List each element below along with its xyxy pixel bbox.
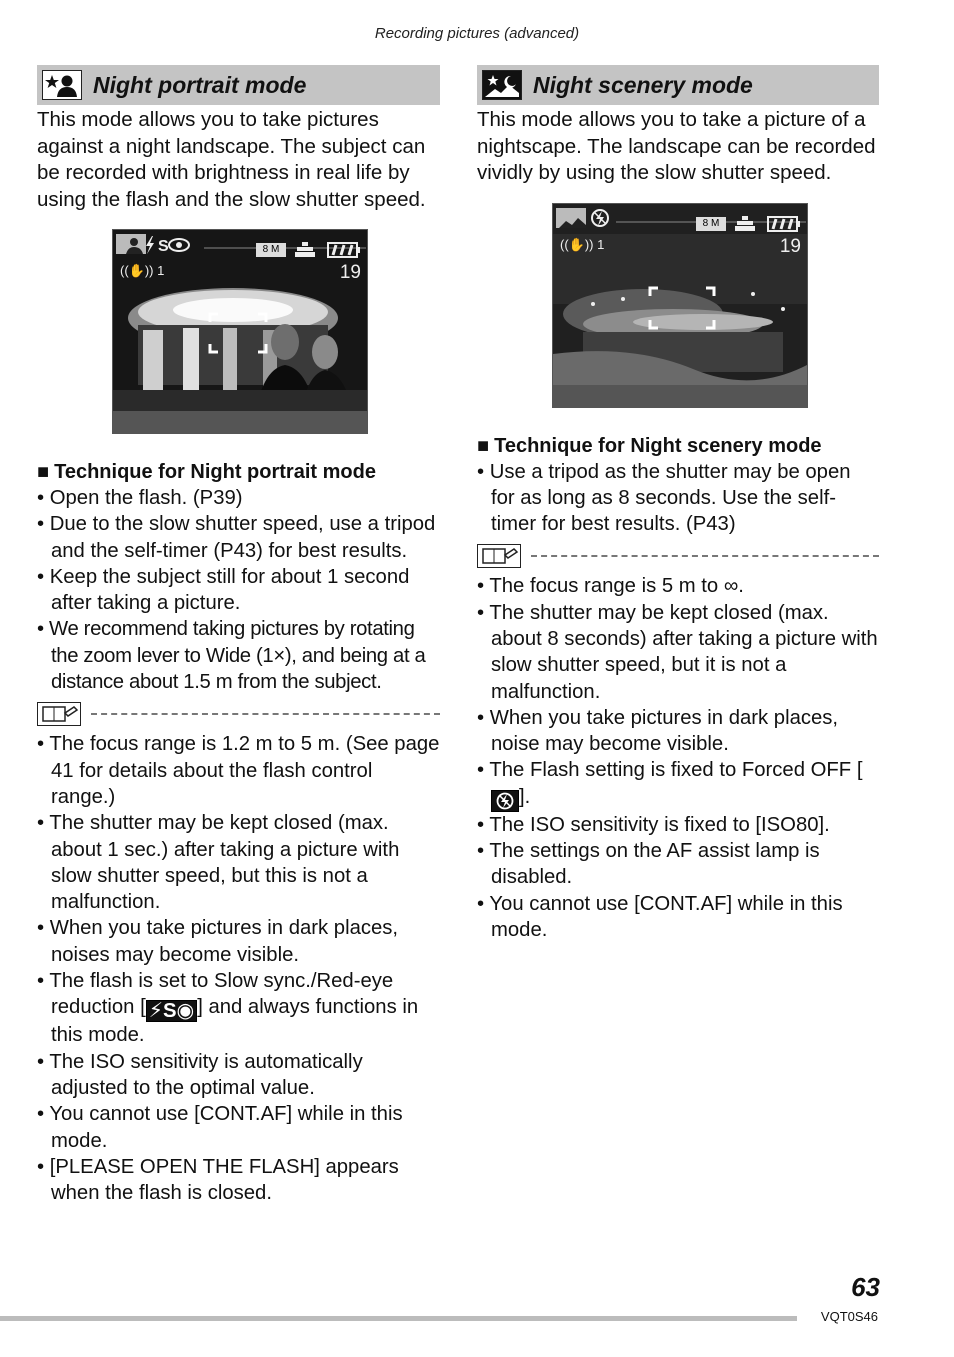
stabilizer-mode: 1 (157, 263, 165, 278)
slow-sync-red-eye-icon: ⚡S◉ (146, 1000, 197, 1022)
hand-shake-icon: ((✋)) (120, 263, 154, 278)
square-bullet-icon: ■ (37, 461, 50, 483)
section-title: Night portrait mode (93, 72, 307, 98)
list-item (37, 968, 440, 1049)
footer-rule (0, 1316, 797, 1321)
stabilizer-indicator (560, 237, 604, 253)
quality-icon (295, 242, 315, 257)
frame-count: 19 (779, 235, 801, 257)
frame-count: 19 (339, 262, 361, 283)
technique-list (477, 459, 879, 538)
list-item: • The shutter may be kept closed (max. about 8 seconds) after taking a picture with slow shutter speed, but it is not a malfunction. (477, 601, 878, 703)
resolution-badge: 8 M (696, 217, 726, 231)
list-item: • The focus range is 5 m to ∞. (477, 575, 744, 598)
night-scenery-header (477, 65, 879, 105)
list-item: • The focus range is 1.2 m to 5 m. (See page 41 for details about the flash control range.) (37, 733, 440, 808)
af-frame (648, 286, 716, 335)
night-scenery-section (477, 65, 879, 943)
technique-heading (477, 433, 879, 459)
running-head: Recording pictures (advanced) (374, 25, 580, 42)
list-item: • The ISO sensitivity is automatically adjusted to the optimal value. (37, 1050, 363, 1099)
osd-bottom-bar (113, 411, 367, 433)
list-item: • Use a tripod as the shutter may be open for as long as 8 seconds. Use the self-timer for best results. (P43) (477, 460, 851, 536)
list-item: • You cannot use [CONT.AF] while in this mode. (477, 892, 843, 941)
technique-heading-text: Technique for Night portrait mode (54, 461, 376, 483)
note-icon (477, 544, 521, 568)
flash-note-before: • The flash is set to Slow sync./Red-eye reduction [ (37, 970, 394, 1019)
document-code: VQT0S46 (820, 1309, 878, 1324)
flash-off-icon (491, 790, 519, 812)
osd-bottom-bar (553, 385, 807, 407)
list-item: • When you take pictures in dark places, noises may become visible. (37, 917, 399, 966)
note-divider (477, 544, 879, 570)
note-icon (37, 702, 81, 726)
list-item: • When you take pictures in dark places, noise may become visible. (477, 706, 839, 756)
list-item: • Open the flash. (P39) (37, 487, 243, 509)
af-frame (208, 312, 268, 359)
flash-note-after: ] and always functions in this mode. (51, 996, 419, 1047)
flash-off-note-after: ]. (519, 785, 531, 808)
slow-sync-letter: S (162, 1000, 177, 1023)
night-portrait-section (37, 65, 440, 1206)
night-portrait-icon (42, 70, 82, 100)
list-item (477, 757, 879, 811)
night-scenery-icon (482, 70, 522, 100)
stabilizer-indicator (120, 263, 164, 279)
dashed-rule (531, 555, 879, 557)
list-item: • The settings on the AF assist lamp is disabled. (477, 840, 820, 889)
square-bullet-icon: ■ (477, 434, 490, 457)
list-item: • Keep the subject still for about 1 second after taking a picture. (37, 565, 410, 615)
list-item: • The shutter may be kept closed (max. about 1 sec.) after taking a picture with slow shutter speed, but this is not a malfunction. (37, 812, 400, 914)
note-divider (37, 702, 440, 728)
night-portrait-header (37, 65, 440, 105)
resolution-badge: 8 M (256, 243, 286, 257)
battery-icon (767, 216, 801, 232)
list-item: • The ISO sensitivity is fixed to [ISO80]. (477, 813, 830, 836)
list-item: • [PLEASE OPEN THE FLASH] appears when the flash is closed. (37, 1155, 399, 1205)
stabilizer-mode: 1 (597, 236, 605, 252)
list-item: • You cannot use [CONT.AF] while in this mode. (37, 1103, 403, 1152)
flash-off-note-before: • The Flash setting is fixed to Forced OFF [ (477, 759, 863, 782)
svg-text:S: S (158, 238, 169, 255)
technique-list (37, 485, 440, 695)
page-number: 63 (851, 1272, 880, 1302)
intro-paragraph: This mode allows you to take pictures against a night landscape. The subject can be recorded with brightness in real life by using the flash and the slow shutter speed. (37, 108, 426, 211)
lcd-screen-night-portrait (112, 229, 368, 434)
intro-paragraph: This mode allows you to take a picture of a nightscape. The landscape can be recorded vividly by using the slow shutter speed. (477, 108, 876, 184)
dashed-rule (91, 713, 440, 715)
hand-shake-icon: ((✋)) (560, 236, 594, 252)
technique-heading-text: Technique for Night scenery mode (494, 434, 822, 457)
notes-list (37, 731, 440, 1206)
list-item: • Due to the slow shutter speed, use a tripod and the self-timer (P43) for best results. (37, 513, 436, 562)
battery-icon (327, 242, 361, 258)
quality-icon (735, 216, 755, 231)
list-item: • We recommend taking pictures by rotating the zoom lever to Wide (1×), and being at a distance about 1.5 m from the subject. (37, 618, 426, 694)
section-title: Night scenery mode (533, 72, 753, 98)
lcd-screen-night-scenery (552, 203, 808, 408)
technique-heading (37, 459, 440, 485)
notes-list (477, 573, 879, 943)
